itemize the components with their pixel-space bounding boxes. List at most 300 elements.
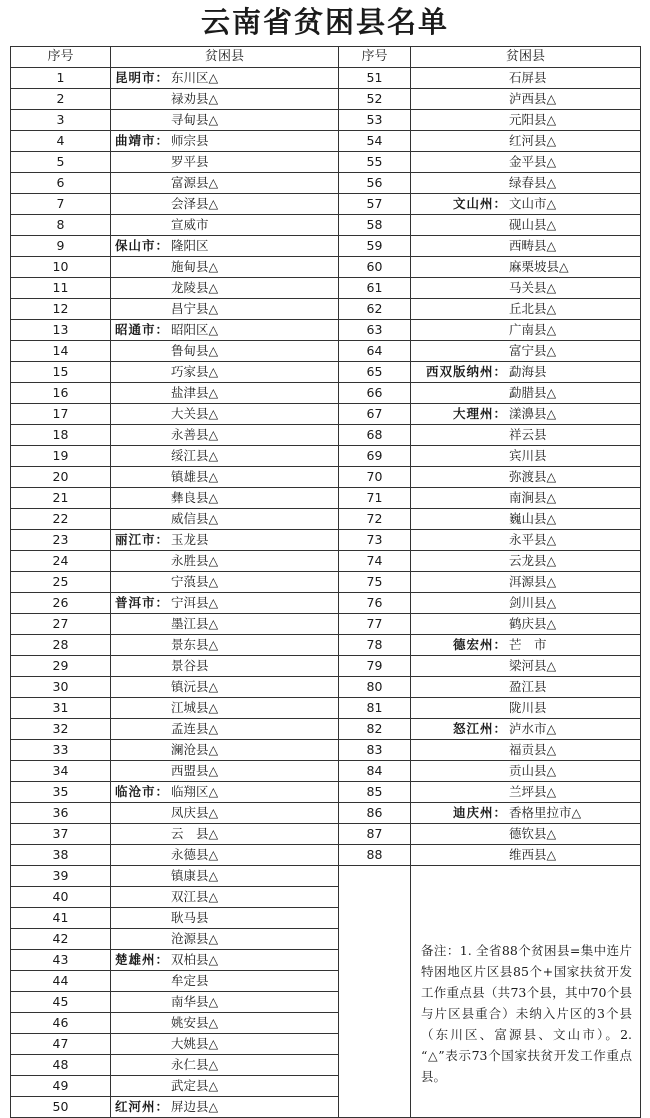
- county-name: 宣威市: [171, 217, 209, 232]
- left-county-cell: [111, 782, 339, 803]
- county-name: 香格里拉市△: [509, 805, 582, 820]
- left-county-cell: [111, 803, 339, 824]
- left-seq-cell: 39: [11, 866, 111, 887]
- right-county-cell: [411, 635, 641, 656]
- table-row: [11, 425, 641, 446]
- left-seq-cell: 1: [11, 68, 111, 89]
- county-name: 永胜县△: [171, 553, 219, 568]
- right-seq-cell: 59: [339, 236, 411, 257]
- county-name: 沧源县△: [171, 931, 219, 946]
- left-county-cell: [111, 362, 339, 383]
- left-county-cell: [111, 845, 339, 866]
- right-seq-cell: 69: [339, 446, 411, 467]
- county-name: 双江县△: [171, 889, 219, 904]
- left-seq-cell: 16: [11, 383, 111, 404]
- county-name: 永善县△: [171, 427, 219, 442]
- region-label: 普洱市：: [114, 595, 169, 610]
- left-seq-cell: 31: [11, 698, 111, 719]
- region-label: 红河州：: [114, 1099, 169, 1114]
- left-seq-cell: 11: [11, 278, 111, 299]
- table-row: [11, 740, 641, 761]
- region-label: 保山市：: [114, 238, 169, 253]
- table-header-row: [11, 47, 641, 68]
- table-row: [11, 866, 641, 887]
- right-county-cell: [411, 194, 641, 215]
- county-name: 云龙县△: [509, 553, 557, 568]
- left-seq-cell: 40: [11, 887, 111, 908]
- right-seq-cell: 82: [339, 719, 411, 740]
- right-seq-cell: 78: [339, 635, 411, 656]
- left-seq-cell: 5: [11, 152, 111, 173]
- left-county-cell: [111, 677, 339, 698]
- left-county-cell: [111, 824, 339, 845]
- left-seq-cell: 22: [11, 509, 111, 530]
- left-county-cell: [111, 89, 339, 110]
- table-row: [11, 110, 641, 131]
- table-row: [11, 89, 641, 110]
- left-county-cell: [111, 656, 339, 677]
- left-county-cell: [111, 446, 339, 467]
- county-name: 西畴县△: [509, 238, 557, 253]
- region-label: 昭通市：: [114, 322, 169, 337]
- county-name: 镇沅县△: [171, 679, 219, 694]
- table-row: [11, 215, 641, 236]
- left-county-cell: [111, 761, 339, 782]
- county-name: 丘北县△: [509, 301, 557, 316]
- left-seq-cell: 20: [11, 467, 111, 488]
- right-county-cell: [411, 782, 641, 803]
- county-name: 江城县△: [171, 700, 219, 715]
- table-row: [11, 299, 641, 320]
- right-county-cell: [411, 362, 641, 383]
- right-county-cell: [411, 89, 641, 110]
- county-name: 绿春县△: [509, 175, 557, 190]
- right-county-cell: [411, 341, 641, 362]
- right-seq-cell: 62: [339, 299, 411, 320]
- county-name: 祥云县: [509, 427, 547, 442]
- right-county-cell: [411, 173, 641, 194]
- table-row: [11, 782, 641, 803]
- left-seq-cell: 8: [11, 215, 111, 236]
- right-seq-cell: 73: [339, 530, 411, 551]
- table-row: [11, 551, 641, 572]
- right-seq-cell: 56: [339, 173, 411, 194]
- right-county-cell: [411, 131, 641, 152]
- right-county-cell: [411, 719, 641, 740]
- county-name: 隆阳区: [171, 238, 209, 253]
- region-label: 迪庆州：: [452, 805, 507, 820]
- left-seq-cell: 2: [11, 89, 111, 110]
- left-county-cell: [111, 1013, 339, 1034]
- table-row: [11, 278, 641, 299]
- county-name: 宁洱县△: [171, 595, 219, 610]
- right-county-cell: [411, 320, 641, 341]
- left-county-cell: [111, 194, 339, 215]
- left-county-cell: [111, 110, 339, 131]
- right-seq-cell: 52: [339, 89, 411, 110]
- county-name: 施甸县△: [171, 259, 219, 274]
- left-county-cell: [111, 278, 339, 299]
- county-name: 昌宁县△: [171, 301, 219, 316]
- left-county-cell: [111, 908, 339, 929]
- county-name: 耿马县: [171, 910, 209, 925]
- left-county-cell: [111, 1034, 339, 1055]
- left-seq-cell: 30: [11, 677, 111, 698]
- county-name: 师宗县: [171, 133, 209, 148]
- right-county-cell: [411, 509, 641, 530]
- county-name: 屏边县△: [171, 1099, 219, 1114]
- left-county-cell: [111, 1097, 339, 1118]
- left-county-cell: [111, 551, 339, 572]
- right-seq-cell: 64: [339, 341, 411, 362]
- right-county-cell: [411, 551, 641, 572]
- left-seq-cell: 13: [11, 320, 111, 341]
- left-county-cell: [111, 509, 339, 530]
- county-name: 福贡县△: [509, 742, 557, 757]
- left-seq-cell: 29: [11, 656, 111, 677]
- table-row: [11, 404, 641, 425]
- right-seq-cell: 77: [339, 614, 411, 635]
- table-row: [11, 488, 641, 509]
- county-name: 罗平县: [171, 154, 209, 169]
- right-seq-cell: 70: [339, 467, 411, 488]
- table-row: [11, 824, 641, 845]
- county-name: 景谷县: [171, 658, 209, 673]
- county-name: 元阳县△: [509, 112, 557, 127]
- county-name: 陇川县: [509, 700, 547, 715]
- right-county-cell: [411, 404, 641, 425]
- table-row: [11, 383, 641, 404]
- left-seq-cell: 50: [11, 1097, 111, 1118]
- left-seq-cell: 17: [11, 404, 111, 425]
- county-name: 镇康县△: [171, 868, 219, 883]
- table-row: [11, 530, 641, 551]
- left-county-cell: [111, 152, 339, 173]
- left-county-cell: [111, 614, 339, 635]
- county-name: 永德县△: [171, 847, 219, 862]
- left-county-cell: [111, 173, 339, 194]
- county-name: 宾川县: [509, 448, 547, 463]
- county-name: 金平县△: [509, 154, 557, 169]
- region-label: 昆明市：: [114, 70, 169, 85]
- right-seq-cell: 80: [339, 677, 411, 698]
- left-county-cell: [111, 593, 339, 614]
- county-name: 寻甸县△: [171, 112, 219, 127]
- left-seq-cell: 7: [11, 194, 111, 215]
- left-county-cell: [111, 719, 339, 740]
- right-county-cell: [411, 425, 641, 446]
- county-name: 禄劝县△: [171, 91, 219, 106]
- left-seq-cell: 6: [11, 173, 111, 194]
- right-county-cell: [411, 467, 641, 488]
- county-name: 兰坪县△: [509, 784, 557, 799]
- left-seq-cell: 21: [11, 488, 111, 509]
- left-county-cell: [111, 1055, 339, 1076]
- left-county-cell: [111, 866, 339, 887]
- county-name: 南涧县△: [509, 490, 557, 505]
- table-row: [11, 614, 641, 635]
- left-county-cell: [111, 215, 339, 236]
- right-seq-cell: 83: [339, 740, 411, 761]
- left-seq-cell: 36: [11, 803, 111, 824]
- right-county-cell: [411, 614, 641, 635]
- region-label: 楚雄州：: [114, 952, 169, 967]
- header-seq-left: 序号: [11, 47, 111, 68]
- region-label: 曲靖市：: [114, 133, 169, 148]
- left-seq-cell: 28: [11, 635, 111, 656]
- region-label: 怒江州：: [452, 721, 507, 736]
- table-row: [11, 194, 641, 215]
- left-county-cell: [111, 1076, 339, 1097]
- right-seq-cell: 63: [339, 320, 411, 341]
- county-name: 会泽县△: [171, 196, 219, 211]
- right-seq-cell: 57: [339, 194, 411, 215]
- county-name: 勐海县: [509, 364, 547, 379]
- county-name: 宁蒗县△: [171, 574, 219, 589]
- left-seq-cell: 47: [11, 1034, 111, 1055]
- table-row: [11, 803, 641, 824]
- county-name: 泸西县△: [509, 91, 557, 106]
- left-county-cell: [111, 698, 339, 719]
- table-row: [11, 320, 641, 341]
- county-name: 红河县△: [509, 133, 557, 148]
- region-label: 丽江市：: [114, 532, 169, 547]
- county-name: 梁河县△: [509, 658, 557, 673]
- county-name: 洱源县△: [509, 574, 557, 589]
- left-county-cell: [111, 950, 339, 971]
- right-county-cell: [411, 803, 641, 824]
- left-seq-cell: 42: [11, 929, 111, 950]
- left-county-cell: [111, 236, 339, 257]
- left-county-cell: [111, 530, 339, 551]
- right-county-cell: [411, 446, 641, 467]
- left-seq-cell: 10: [11, 257, 111, 278]
- county-name: 漾濞县△: [509, 406, 557, 421]
- county-name: 剑川县△: [509, 595, 557, 610]
- left-seq-cell: 14: [11, 341, 111, 362]
- right-seq-cell: 81: [339, 698, 411, 719]
- table-row: [11, 509, 641, 530]
- left-seq-cell: 48: [11, 1055, 111, 1076]
- right-county-cell: [411, 110, 641, 131]
- left-seq-cell: 15: [11, 362, 111, 383]
- county-name: 芒 市: [509, 637, 547, 652]
- right-county-cell: [411, 761, 641, 782]
- county-name: 凤庆县△: [171, 805, 219, 820]
- table-row: [11, 68, 641, 89]
- right-seq-cell: 65: [339, 362, 411, 383]
- county-name: 武定县△: [171, 1078, 219, 1093]
- county-name: 南华县△: [171, 994, 219, 1009]
- table-row: [11, 677, 641, 698]
- left-seq-cell: 3: [11, 110, 111, 131]
- right-seq-cell: 58: [339, 215, 411, 236]
- left-county-cell: [111, 740, 339, 761]
- right-seq-cell: 87: [339, 824, 411, 845]
- county-name: 石屏县: [509, 70, 547, 85]
- county-name: 勐腊县△: [509, 385, 557, 400]
- county-name: 永仁县△: [171, 1057, 219, 1072]
- county-name: 云 县△: [171, 826, 219, 841]
- county-name: 墨江县△: [171, 616, 219, 631]
- county-name: 威信县△: [171, 511, 219, 526]
- left-seq-cell: 34: [11, 761, 111, 782]
- left-seq-cell: 4: [11, 131, 111, 152]
- left-county-cell: [111, 488, 339, 509]
- left-seq-cell: 26: [11, 593, 111, 614]
- left-county-cell: [111, 467, 339, 488]
- left-county-cell: [111, 425, 339, 446]
- county-name: 鲁甸县△: [171, 343, 219, 358]
- county-name: 西盟县△: [171, 763, 219, 778]
- county-name: 文山市△: [509, 196, 557, 211]
- right-seq-cell: 51: [339, 68, 411, 89]
- left-county-cell: [111, 257, 339, 278]
- left-seq-cell: 23: [11, 530, 111, 551]
- county-name: 富宁县△: [509, 343, 557, 358]
- right-county-cell: [411, 698, 641, 719]
- header-county-left: 贫困县: [111, 47, 339, 68]
- county-name: 姚安县△: [171, 1015, 219, 1030]
- county-name: 广南县△: [509, 322, 557, 337]
- county-name: 富源县△: [171, 175, 219, 190]
- county-name: 孟连县△: [171, 721, 219, 736]
- left-county-cell: [111, 383, 339, 404]
- left-seq-cell: 38: [11, 845, 111, 866]
- left-county-cell: [111, 992, 339, 1013]
- right-seq-cell: 74: [339, 551, 411, 572]
- county-name: 大姚县△: [171, 1036, 219, 1051]
- region-label: 德宏州：: [452, 637, 507, 652]
- county-name: 玉龙县: [171, 532, 209, 547]
- page-title: 云南省贫困县名单: [200, 5, 449, 39]
- county-table: [10, 46, 641, 1118]
- right-county-cell: [411, 593, 641, 614]
- footnote: 备注：1. 全省88个贫困县=集中连片特困地区片区县85个+国家扶贫开发工作重点县（共73个县，其中70个县与片区县重合）未纳入片区的3个县（东川区、富源县、文山市）。2. “△”表示73个国家扶贫开发工作重点县。: [411, 866, 641, 1118]
- county-name: 贡山县△: [509, 763, 557, 778]
- right-seq-cell: 55: [339, 152, 411, 173]
- right-county-cell: [411, 383, 641, 404]
- county-name: 彝良县△: [171, 490, 219, 505]
- left-county-cell: [111, 929, 339, 950]
- left-county-cell: [111, 404, 339, 425]
- county-name: 绥江县△: [171, 448, 219, 463]
- county-name: 盈江县: [509, 679, 547, 694]
- left-seq-cell: 27: [11, 614, 111, 635]
- left-seq-cell: 33: [11, 740, 111, 761]
- right-seq-cell: 75: [339, 572, 411, 593]
- left-county-cell: [111, 572, 339, 593]
- county-name: 澜沧县△: [171, 742, 219, 757]
- left-county-cell: [111, 635, 339, 656]
- county-name: 景东县△: [171, 637, 219, 652]
- left-seq-cell: 45: [11, 992, 111, 1013]
- left-county-cell: [111, 341, 339, 362]
- left-county-cell: [111, 68, 339, 89]
- county-name: 镇雄县△: [171, 469, 219, 484]
- table-row: [11, 761, 641, 782]
- right-seq-cell: 79: [339, 656, 411, 677]
- table-row: [11, 257, 641, 278]
- county-name: 砚山县△: [509, 217, 557, 232]
- right-seq-cell: 67: [339, 404, 411, 425]
- county-name: 维西县△: [509, 847, 557, 862]
- left-seq-cell: 18: [11, 425, 111, 446]
- right-county-cell: [411, 488, 641, 509]
- table-row: [11, 467, 641, 488]
- left-seq-cell: 12: [11, 299, 111, 320]
- region-label: 大理州：: [452, 406, 507, 421]
- table-row: [11, 572, 641, 593]
- county-name: 泸水市△: [509, 721, 557, 736]
- table-row: [11, 446, 641, 467]
- county-name: 麻栗坡县△: [509, 259, 569, 274]
- county-name: 牟定县: [171, 973, 209, 988]
- county-name: 东川区△: [171, 70, 219, 85]
- right-county-cell: [411, 68, 641, 89]
- left-seq-cell: 44: [11, 971, 111, 992]
- right-county-cell: [411, 740, 641, 761]
- header-seq-right: 序号: [339, 47, 411, 68]
- left-seq-cell: 49: [11, 1076, 111, 1097]
- left-seq-cell: 37: [11, 824, 111, 845]
- left-county-cell: [111, 320, 339, 341]
- right-seq-cell: 60: [339, 257, 411, 278]
- left-seq-cell: 41: [11, 908, 111, 929]
- left-seq-cell: 43: [11, 950, 111, 971]
- county-name: 双柏县△: [171, 952, 219, 967]
- county-name: 龙陵县△: [171, 280, 219, 295]
- right-county-cell: [411, 278, 641, 299]
- left-county-cell: [111, 887, 339, 908]
- header-county-right: 贫困县: [411, 47, 641, 68]
- right-county-cell: [411, 152, 641, 173]
- right-seq-cell: 72: [339, 509, 411, 530]
- left-seq-cell: 24: [11, 551, 111, 572]
- right-county-cell: [411, 299, 641, 320]
- right-seq-cell: 53: [339, 110, 411, 131]
- county-name: 马关县△: [509, 280, 557, 295]
- right-seq-cell: 76: [339, 593, 411, 614]
- right-county-cell: [411, 677, 641, 698]
- left-seq-cell: 19: [11, 446, 111, 467]
- right-county-cell: [411, 236, 641, 257]
- left-seq-cell: 35: [11, 782, 111, 803]
- table-row: [11, 362, 641, 383]
- right-county-cell: [411, 215, 641, 236]
- table-row: [11, 845, 641, 866]
- right-seq-cell: 71: [339, 488, 411, 509]
- table-row: [11, 152, 641, 173]
- table-row: [11, 698, 641, 719]
- right-county-cell: [411, 530, 641, 551]
- right-seq-cell: 66: [339, 383, 411, 404]
- left-county-cell: [111, 299, 339, 320]
- right-seq-cell: 61: [339, 278, 411, 299]
- left-seq-cell: 46: [11, 1013, 111, 1034]
- county-name: 大关县△: [171, 406, 219, 421]
- empty-seq-cell: [339, 866, 411, 1118]
- table-row: [11, 173, 641, 194]
- table-row: [11, 341, 641, 362]
- table-row: [11, 656, 641, 677]
- right-seq-cell: 85: [339, 782, 411, 803]
- region-label: 西双版纳州：: [425, 364, 507, 379]
- left-seq-cell: 25: [11, 572, 111, 593]
- left-seq-cell: 9: [11, 236, 111, 257]
- county-name: 永平县△: [509, 532, 557, 547]
- right-seq-cell: 88: [339, 845, 411, 866]
